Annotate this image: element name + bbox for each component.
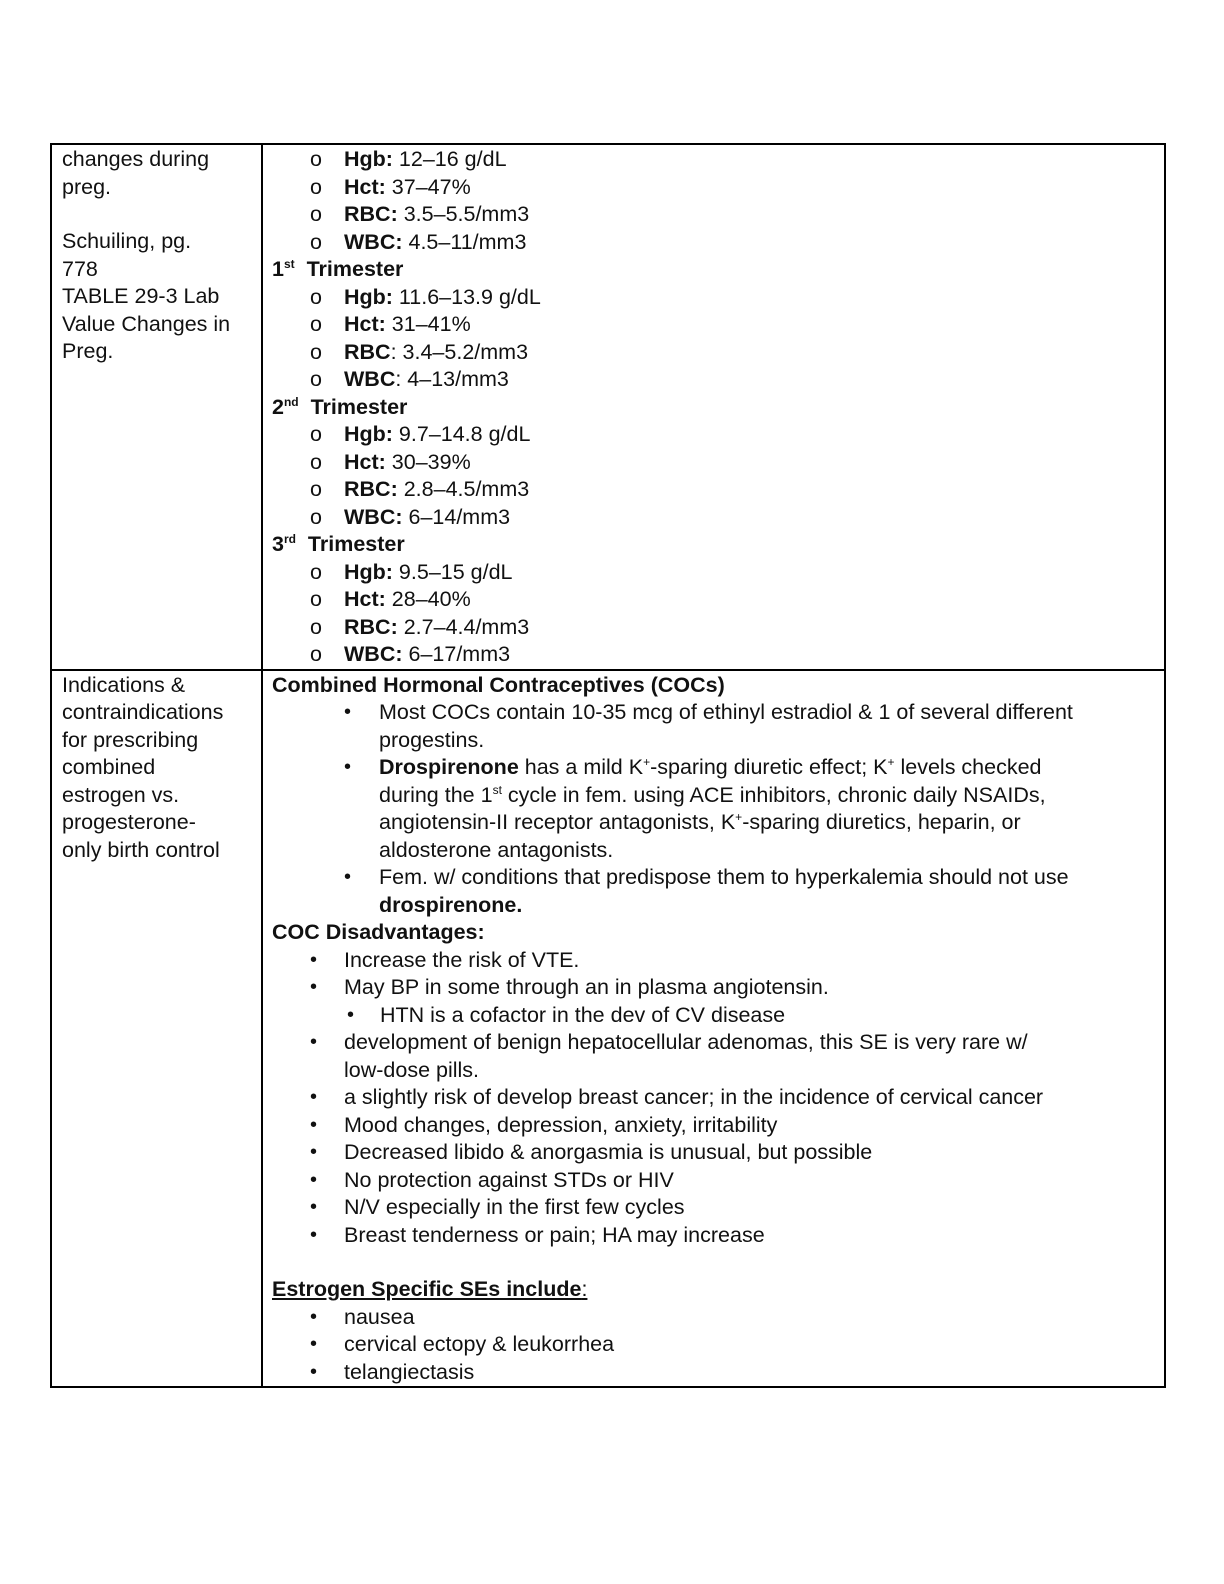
row2-content-cell <box>262 670 1165 1388</box>
trimester-heading: 1st Trimester <box>272 257 404 281</box>
list-item: • Breast tenderness or pain; HA may increase <box>310 1222 765 1247</box>
topic-text: progesterone- <box>62 810 196 834</box>
coc-heading: Combined Hormonal Contraceptives (COCs) <box>272 672 725 697</box>
lab-item: o Hct: 31–41% <box>310 312 471 336</box>
lab-item: o WBC: 6–14/mm3 <box>310 504 511 529</box>
lab-item: o Hct: 28–40% <box>310 587 471 611</box>
trimester-heading: 2nd Trimester <box>272 394 408 419</box>
table-row <box>51 670 1165 1388</box>
lab-item: o RBC: 3.4–5.2/mm3 <box>310 339 529 364</box>
list-item: • Most COCs contain 10-35 mcg of ethinyl estradiol & 1 of several different progestins. <box>344 700 1073 752</box>
reference-text: 778 <box>62 256 98 281</box>
topic-text: combined <box>62 755 156 779</box>
list-item: • nausea <box>310 1304 415 1329</box>
topic-text: for prescribing <box>62 727 199 752</box>
list-item: • Increase the risk of VTE. <box>310 947 580 972</box>
trimester-heading: 3rd Trimester <box>272 532 405 556</box>
topic-text: contraindications <box>62 700 224 724</box>
list-item: • Mood changes, depression, anxiety, irritability <box>310 1112 778 1137</box>
lab-item: o RBC: 2.8–4.5/mm3 <box>310 477 530 501</box>
reference-text: TABLE 29-3 Lab <box>62 284 220 308</box>
lab-item: o WBC: 4–13/mm3 <box>310 367 509 391</box>
list-item: • telangiectasis <box>310 1359 475 1384</box>
lab-item: o RBC: 2.7–4.4/mm3 <box>310 614 530 639</box>
reference-text: Schuiling, pg. <box>62 229 192 253</box>
list-item: • Drospirenone has a mild K+-sparing diuretic effect; K+ levels checked during the 1st cycle in fem. using ACE inhibitors, chronic daily NSAIDs, angiotensin-II receptor antagonists, K+-sparing diuretics, heparin, or aldosterone antagonists. <box>344 755 1046 862</box>
topic-text: estrogen vs. <box>62 782 180 807</box>
notes-table <box>50 143 1166 1388</box>
list-item: • development of benign hepatocellular adenomas, this SE is very rare w/ low-dose pills. <box>310 1030 1028 1082</box>
lab-item: o Hct: 37–47% <box>310 174 471 199</box>
list-item: • Fem. w/ conditions that predispose them to hyperkalemia should not use drospirenone. <box>344 865 1069 917</box>
list-item: • cervical ectopy & leukorrhea <box>310 1332 615 1356</box>
estrogen-heading: Estrogen Specific SEs include: <box>272 1277 588 1301</box>
list-item: • N/V especially in the first few cycles <box>310 1195 685 1219</box>
list-item: • a slightly risk of develop breast cancer; in the incidence of cervical cancer <box>310 1085 1044 1109</box>
list-item: • No protection against STDs or HIV <box>310 1167 674 1192</box>
reference-text: Value Changes in <box>62 311 231 336</box>
row1-topic-cell <box>51 144 262 670</box>
lab-item: o Hct: 30–39% <box>310 449 471 474</box>
lab-item: o Hgb: 9.5–15 g/dL <box>310 559 513 584</box>
topic-text: preg. <box>62 174 112 199</box>
list-item: • HTN is a cofactor in the dev of CV disease <box>347 1002 786 1027</box>
row1-content-cell <box>262 144 1165 670</box>
list-item: • Decreased libido & anorgasmia is unusual, but possible <box>310 1140 873 1164</box>
reference-text: Preg. <box>62 339 114 363</box>
table-row <box>51 144 1165 670</box>
lab-item: o Hgb: 12–16 g/dL <box>310 147 507 171</box>
row2-topic-cell <box>51 670 262 1388</box>
topic-text: changes during <box>62 147 210 171</box>
lab-item: o WBC: 4.5–11/mm3 <box>310 229 527 254</box>
disadvantages-heading: COC Disadvantages: <box>272 920 485 944</box>
lab-item: o WBC: 6–17/mm3 <box>310 642 511 666</box>
lab-item: o RBC: 3.5–5.5/mm3 <box>310 202 530 226</box>
list-item: • May BP in some through an in plasma angiotensin. <box>310 975 829 999</box>
topic-text: Indications & <box>62 672 186 697</box>
lab-item: o Hgb: 11.6–13.9 g/dL <box>310 284 541 309</box>
topic-text: only birth control <box>62 837 220 862</box>
lab-item: o Hgb: 9.7–14.8 g/dL <box>310 422 531 446</box>
